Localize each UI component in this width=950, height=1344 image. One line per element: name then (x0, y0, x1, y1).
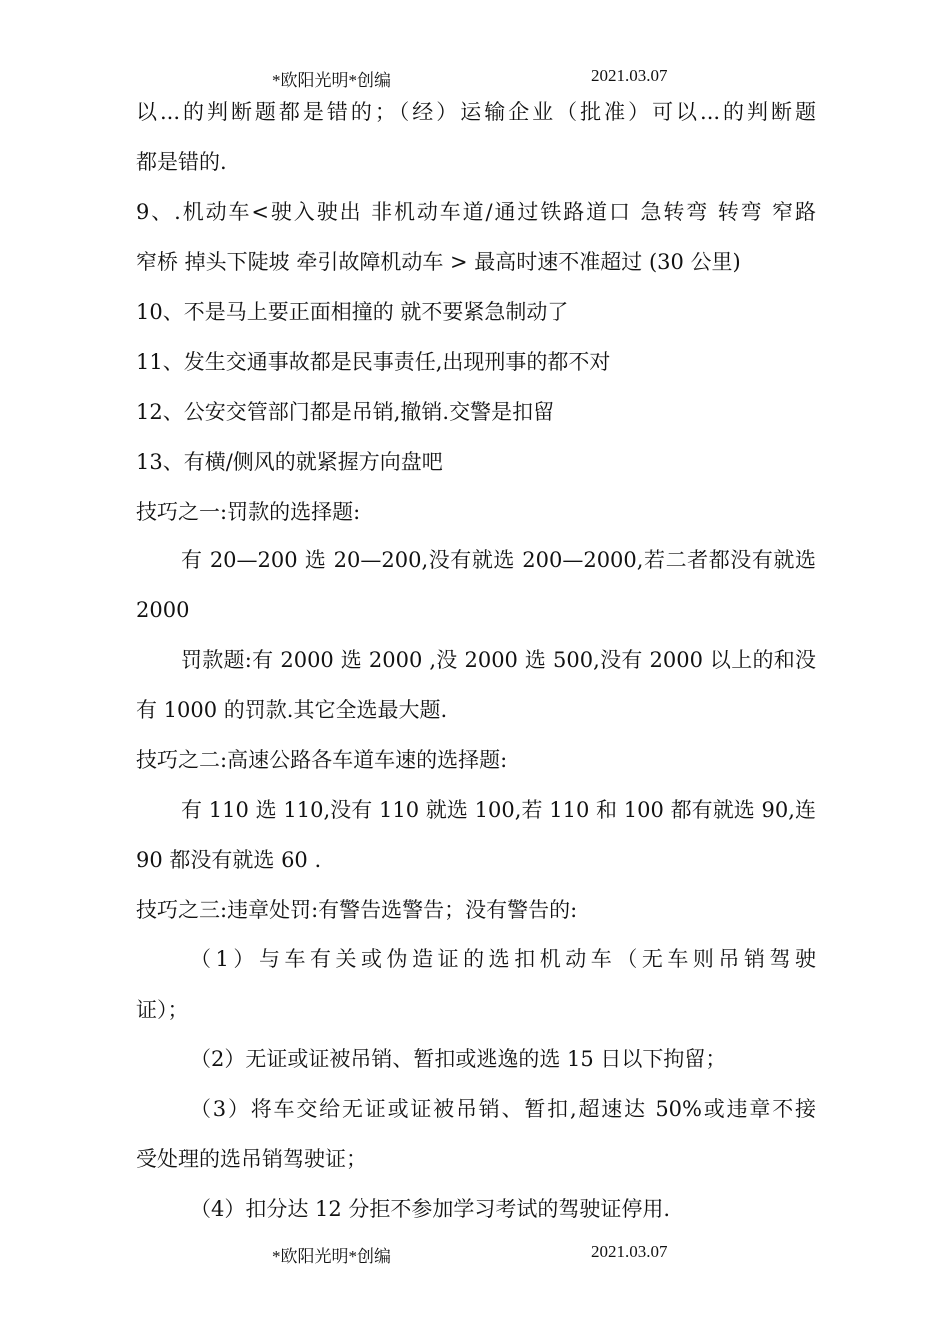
text-line: 12、公安交管部门都是吊销,撤销.交警是扣留 (136, 400, 555, 424)
text-line: （1）与车有关或伪造证的选扣机动车（无车则吊销驾驶 (190, 947, 816, 971)
text-line: 都是错的. (136, 150, 227, 174)
page-footer (0, 1242, 950, 1266)
text-line: （2）无证或证被吊销、暂扣或逃逸的选 15 日以下拘留； (190, 1047, 727, 1071)
header-author: *欧阳光明*创编 (272, 71, 391, 90)
text-line: 有 110 选 110,没有 110 就选 100,若 110 和 100 都有就选 90,连 (181, 798, 816, 822)
text-line: 窄桥 掉头下陡坡 牵引故障机动车 > 最高时速不准超过 (30 公里) (136, 250, 741, 274)
text-line: 罚款题:有 2000 选 2000 ,没 2000 选 500,没有 2000 以上的和没 (181, 648, 816, 672)
footer-author: *欧阳光明*创编 (272, 1247, 391, 1266)
text-line: 90 都没有就选 60 . (136, 848, 322, 872)
text-line: 11、发生交通事故都是民事责任,出现刑事的都不对 (136, 350, 611, 374)
text-line: 技巧之一:罚款的选择题: (136, 500, 361, 524)
text-line: 2000 (136, 598, 190, 622)
text-line: （3）将车交给无证或证被吊销、暂扣,超速达 50%或违章不接 (190, 1097, 816, 1121)
text-line: （4）扣分达 12 分拒不参加学习考试的驾驶证停用. (190, 1197, 671, 1221)
text-line: 技巧之二:高速公路各车道车速的选择题: (136, 748, 508, 772)
text-line: 证）； (136, 998, 189, 1022)
text-line: 9、.机动车<驶入驶出 非机动车道/通过铁路道口 急转弯 转弯 窄路 (136, 200, 816, 224)
text-line: 受处理的选吊销驾驶证； (136, 1147, 367, 1171)
header-date: 2021.03.07 (591, 66, 668, 85)
footer-date: 2021.03.07 (591, 1242, 668, 1261)
text-line: 有 20—200 选 20—200,没有就选 200—2000,若二者都没有就选 (181, 548, 816, 572)
text-line: 10、不是马上要正面相撞的 就不要紧急制动了 (136, 300, 569, 324)
text-line: 以...的判断题都是错的；（经）运输企业（批准）可以...的判断题 (136, 100, 816, 124)
text-line: 技巧之三:违章处罚:有警告选警告；没有警告的: (136, 898, 578, 922)
text-line: 有 1000 的罚款.其它全选最大题. (136, 698, 448, 722)
text-line: 13、有横/侧风的就紧握方向盘吧 (136, 450, 443, 474)
